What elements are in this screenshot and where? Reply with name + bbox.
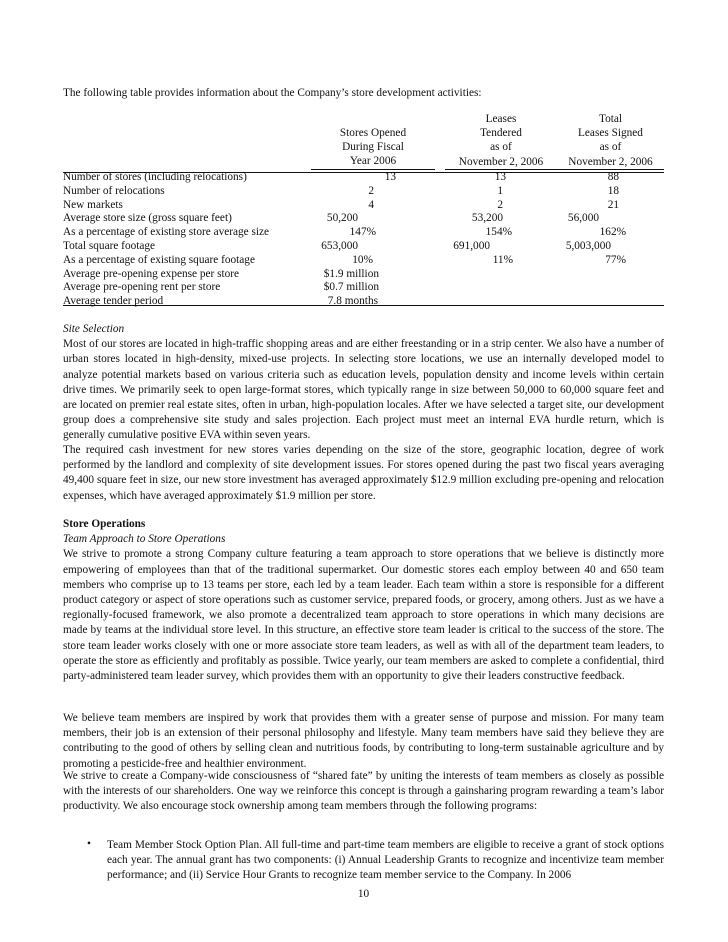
table-row — [63, 212, 664, 226]
row-label: Average store size (gross square feet) — [63, 212, 232, 225]
header-line: Tendered — [480, 127, 522, 140]
row-label: New markets — [63, 198, 123, 211]
table-row — [63, 171, 664, 185]
paragraph: The required cash investment for new stores varies depending on the size of the store, geographic location, degree of work performed by the landlord and complexity of site development issues. For stores opened during the past two fiscal years averaging 49,400 square feet in size, our new store investment has averaged approximately $12.9 million excluding pre-opening and relocation expenses, which have averaged approximately $1.9 million per store. — [63, 444, 664, 502]
cell-c3: 162% — [599, 226, 626, 239]
cell-c2: 1 — [497, 184, 503, 197]
header-line: as of — [599, 141, 622, 154]
header-line: Total — [598, 113, 623, 125]
row-label: Average pre-opening rent per store — [63, 281, 221, 294]
header-line: November 2, 2006 — [557, 155, 664, 170]
row-label: Total square footage — [63, 239, 156, 252]
table-row — [63, 240, 664, 254]
cell-c1: 50,200 — [326, 212, 358, 225]
paragraph: We believe team members are inspired by work that provides them with a greater sense of purpose and mission. For many team members, their job is an extension of their personal philosophy and lifestyle. Many team members have said they believe they are contributing to the good of others by selling clean and nutritious foods, by contributing to long-term sustainable agriculture and by promoting a pesticide-free and healthier environment. — [63, 712, 664, 770]
row-label: Average pre-opening expense per store — [63, 267, 240, 280]
cell-c1: 4 — [368, 198, 374, 211]
cell-c3: 56,000 — [567, 212, 599, 225]
section-subheading: Team Approach to Store Operations — [63, 533, 226, 546]
paragraph: Most of our stores are located in high-traffic shopping areas and are either freestanding or in a strip center. We also have a number of urban stores located in high-density, mixed-use projects. In selecting store locations, we use an internally developed model to analyze potential markets based on various criteria such as education levels, population density and income levels within certain drive times. We primarily seek to open large-format stores, which typically range in size between 50,000 to 60,000 square feet and are located on premier real estate sites, often in urban, high-population locales. After we have selected a target site, our development group does a comprehensive site study and sales projection. Each project must meet an internal EVA hurdle return, which is generally cumulative positive EVA within seven years. — [63, 338, 664, 442]
cell-c1: 13 — [384, 171, 396, 183]
cell-c1: $0.7 million — [323, 281, 379, 294]
header-line: as of — [490, 141, 512, 154]
cell-c3: 5,003,000 — [565, 239, 611, 252]
cell-c1: $1.9 million — [323, 267, 379, 280]
page-number: 10 — [357, 888, 370, 900]
section-heading: Store Operations — [63, 518, 146, 530]
table-header — [63, 112, 664, 174]
paragraph-block — [63, 711, 664, 772]
table-row — [63, 268, 664, 282]
cell-c3: 77% — [605, 253, 626, 266]
cell-c2: 154% — [485, 226, 512, 239]
row-label: Average tender period — [63, 295, 164, 308]
header-line: During Fiscal — [342, 141, 404, 154]
table-row — [63, 185, 664, 199]
header-total-leases-signed — [557, 112, 664, 170]
table-row — [63, 295, 664, 309]
section-subheading: Site Selection — [63, 323, 125, 335]
paragraph: We strive to create a Company-wide consciousness of “shared fate” by uniting the interests of team members as closely as possible with the interests of our shareholders. One way we reinforce this concept is through a gainsharing program rewarding a team’s labor productivity. We also encourage stock ownership among team members through the following programs: — [63, 770, 664, 813]
table-row — [63, 281, 664, 295]
header-line: Stores Opened — [339, 127, 407, 139]
row-label: Number of stores (including relocations) — [63, 171, 247, 183]
row-label: As a percentage of existing square footage — [63, 253, 255, 266]
cell-c1: 147% — [349, 226, 376, 239]
header-line: Leases — [485, 113, 517, 125]
row-label: Number of relocations — [63, 184, 165, 197]
cell-c1: 7.8 months — [327, 295, 378, 308]
header-line: Leases Signed — [578, 127, 643, 140]
cell-c1: 653,000 — [321, 239, 358, 252]
cell-c1: 2 — [368, 184, 374, 197]
store-operations-section — [63, 517, 664, 684]
intro-text: The following table provides information about the Company’s store development activities: — [63, 87, 482, 99]
paragraph-block — [63, 769, 664, 815]
table-bottom-rule — [63, 305, 664, 306]
cell-c2: 53,200 — [471, 212, 503, 225]
table-row — [63, 226, 664, 240]
header-line: Year 2006 — [311, 154, 435, 169]
cell-c3: 88 — [607, 171, 619, 183]
table-body — [63, 171, 664, 309]
row-label: As a percentage of existing store average size — [63, 226, 270, 239]
bullet-text: Team Member Stock Option Plan. All full-time and part-time team members are eligible to receive a grant of stock options each year. The annual grant has two components: (i) Annual Leadership Grants to recognize and incentivize team member performance; and (ii) Service Hour Grants to recognize team member service to the Company. In 2006 — [107, 839, 664, 882]
table-row — [63, 199, 664, 213]
cell-c3: 18 — [607, 184, 619, 197]
cell-c2: 13 — [494, 171, 506, 183]
header-stores-opened — [311, 126, 435, 170]
cell-c2: 11% — [492, 253, 513, 266]
header-line: November 2, 2006 — [445, 155, 557, 170]
site-selection-section — [63, 322, 664, 444]
bullet-icon: • — [87, 838, 91, 850]
cell-c2: 2 — [497, 198, 503, 211]
header-leases-tendered — [445, 112, 557, 170]
cell-c1: 10% — [352, 253, 373, 266]
paragraph: We strive to promote a strong Company culture featuring a team approach to store operations that we believe is distinctly more empowering of employees than that of the traditional supermarket. Our domestic stores each employ between 40 and 650 team members who comprise up to 13 teams per store, each led by a team leader. Each team within a store is responsible for a different product category or aspect of store operations such as customer service, prepared foods, or grocery, among others. Just as we have a regionally-focused framework, we also promote a decentralized team approach to store operations in which many decisions are made by teams at the individual store level. In this structure, an effective store team leader is critical to the success of the store. The store team leader works closely with one or more associate store team leaders, as well as with all of the department team leaders, to operate the store as efficiently and profitably as possible. Twice yearly, our team members are asked to complete a confidential, third party-administered team leader survey, which provides them with an opportunity to give their leaders constructive feedback. — [63, 548, 664, 683]
paragraph-block — [63, 443, 664, 504]
cell-c3: 21 — [607, 198, 619, 211]
cell-c2: 691,000 — [453, 239, 490, 252]
table-row — [63, 254, 664, 268]
